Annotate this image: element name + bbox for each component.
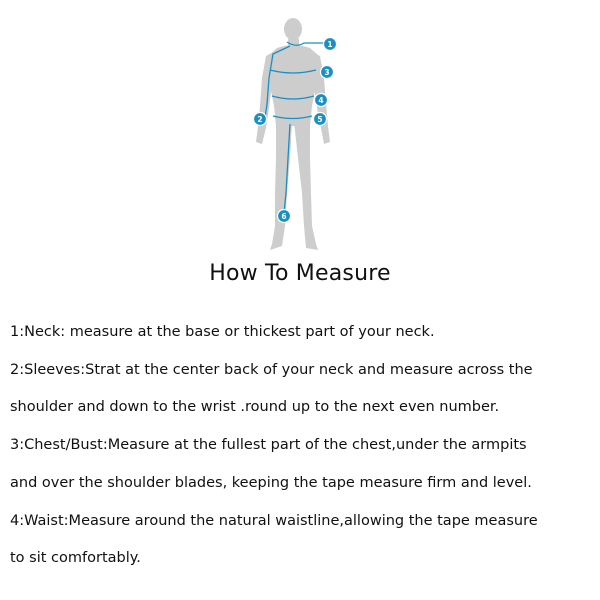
measurement-figure	[240, 8, 360, 258]
marker-2	[254, 113, 267, 126]
instruction-list	[10, 314, 600, 578]
instruction-line: shoulder and down to the wrist .round up to the next even number.	[10, 399, 500, 416]
page-title: How To Measure	[209, 261, 391, 286]
body-silhouette	[256, 18, 333, 250]
marker-3-label: 3	[324, 68, 330, 77]
instruction-line: 1:Neck: measure at the base or thickest part of your neck.	[10, 324, 435, 340]
instruction-line: 3:Chest/Bust:Measure at the fullest part of the chest,under the armpits	[10, 437, 527, 454]
mannequin-icon	[240, 8, 360, 258]
instruction-line: 4:Waist:Measure around the natural waistline,allowing the tape measure	[10, 512, 538, 529]
instruction-line: and over the shoulder blades, keeping the tape measure firm and level.	[10, 474, 532, 491]
marker-6	[278, 210, 291, 223]
marker-2-label: 2	[257, 115, 263, 124]
instruction-line: to sit comfortably.	[10, 550, 141, 567]
marker-4-label: 4	[318, 96, 324, 105]
marker-4	[315, 94, 328, 107]
marker-5	[314, 113, 327, 126]
marker-3	[321, 66, 334, 79]
marker-1	[324, 38, 337, 51]
marker-6-label: 6	[281, 212, 287, 221]
instruction-line: 2:Sleeves:Strat at the center back of your neck and measure across the	[10, 361, 533, 378]
marker-5-label: 5	[317, 115, 323, 124]
marker-1-label: 1	[327, 40, 333, 49]
